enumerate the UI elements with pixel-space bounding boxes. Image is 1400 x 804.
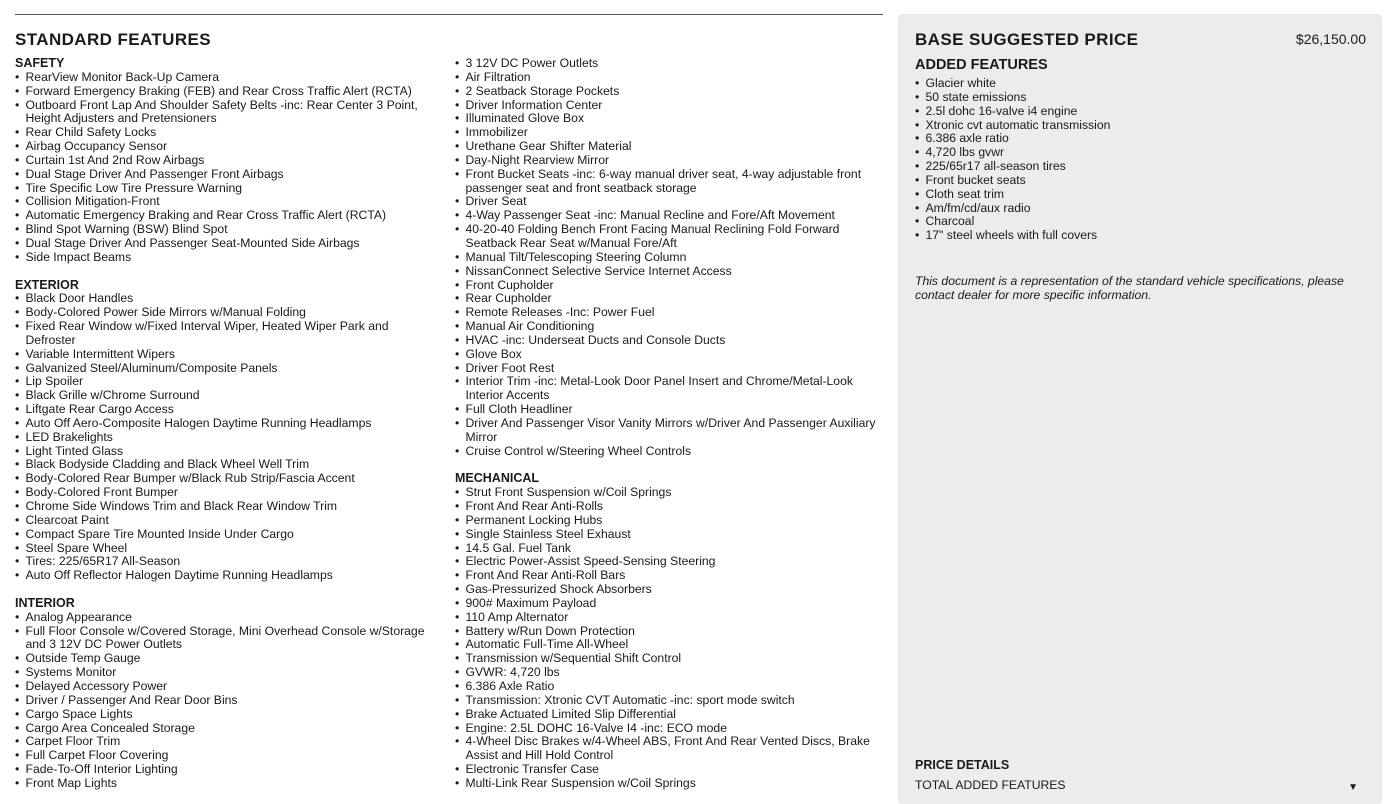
feature-item: • Brake Actuated Limited Slip Differential	[455, 708, 880, 722]
added-feature-item: • Charcoal	[915, 215, 1355, 229]
feature-item: • Electric Power-Assist Speed-Sensing Steering	[455, 555, 880, 569]
feature-section	[455, 57, 880, 458]
feature-item: • Delayed Accessory Power	[15, 680, 440, 694]
feature-item: • Lip Spoiler	[15, 375, 440, 389]
feature-item: • Black Grille w/Chrome Surround	[15, 389, 440, 403]
feature-list	[455, 57, 880, 458]
feature-item: • Driver Foot Rest	[455, 362, 880, 376]
feature-item: • Tire Specific Low Tire Pressure Warning	[15, 182, 440, 196]
feature-item: • 14.5 Gal. Fuel Tank	[455, 542, 880, 556]
feature-section	[15, 279, 440, 584]
added-feature-item: • Am/fm/cd/aux radio	[915, 202, 1355, 216]
added-feature-item: • 6.386 axle ratio	[915, 132, 1355, 146]
feature-item: • Remote Releases -Inc: Power Fuel	[455, 306, 880, 320]
added-feature-item: • Cloth seat trim	[915, 188, 1355, 202]
feature-item: • Transmission w/Sequential Shift Control	[455, 652, 880, 666]
feature-item: • 900# Maximum Payload	[455, 597, 880, 611]
feature-item: • Engine: 2.5L DOHC 16-Valve I4 -inc: ECO mode	[455, 722, 880, 736]
feature-section	[15, 57, 440, 265]
feature-item: • Variable Intermittent Wipers	[15, 348, 440, 362]
feature-item: • Transmission: Xtronic CVT Automatic -inc: sport mode switch	[455, 694, 880, 708]
feature-item: • Cruise Control w/Steering Wheel Controls	[455, 445, 880, 459]
feature-item: • 2 Seatback Storage Pockets	[455, 85, 880, 99]
feature-item: • Gas-Pressurized Shock Absorbers	[455, 583, 880, 597]
feature-list	[15, 611, 440, 791]
total-added-features-label: TOTAL ADDED FEATURES	[915, 778, 1066, 792]
feature-item: • Forward Emergency Braking (FEB) and Rear Cross Traffic Alert (RCTA)	[15, 85, 440, 99]
feature-item: • 4-Wheel Disc Brakes w/4-Wheel ABS, Front And Rear Vented Discs, Brake Assist and Hill Hold Control	[455, 735, 880, 763]
feature-item: • Manual Air Conditioning	[455, 320, 880, 334]
feature-item: • Rear Cupholder	[455, 292, 880, 306]
feature-item: • Strut Front Suspension w/Coil Springs	[455, 486, 880, 500]
feature-item: • Auto Off Aero-Composite Halogen Daytime Running Headlamps	[15, 417, 440, 431]
price-details-title: PRICE DETAILS	[915, 758, 1010, 772]
feature-item: • Multi-Link Rear Suspension w/Coil Springs	[455, 777, 880, 791]
feature-item: • Illuminated Glove Box	[455, 112, 880, 126]
feature-item: • Full Cloth Headliner	[455, 403, 880, 417]
feature-item: • RearView Monitor Back-Up Camera	[15, 71, 440, 85]
feature-item: • GVWR: 4,720 lbs	[455, 666, 880, 680]
feature-item: • Liftgate Rear Cargo Access	[15, 403, 440, 417]
feature-item: • Body-Colored Power Side Mirrors w/Manual Folding	[15, 306, 440, 320]
feature-item: • Automatic Emergency Braking and Rear Cross Traffic Alert (RCTA)	[15, 209, 440, 223]
feature-item: • Day-Night Rearview Mirror	[455, 154, 880, 168]
feature-item: • Blind Spot Warning (BSW) Blind Spot	[15, 223, 440, 237]
feature-item: • Driver Seat	[455, 195, 880, 209]
feature-item: • Outboard Front Lap And Shoulder Safety Belts -inc: Rear Center 3 Point, Height Adjusters and Pretensioners	[15, 99, 440, 127]
feature-item: • 3 12V DC Power Outlets	[455, 57, 880, 71]
feature-item: • Systems Monitor	[15, 666, 440, 680]
feature-item: • Driver / Passenger And Rear Door Bins	[15, 694, 440, 708]
feature-item: • Urethane Gear Shifter Material	[455, 140, 880, 154]
feature-item: • Tires: 225/65R17 All-Season	[15, 555, 440, 569]
feature-item: • Front Cupholder	[455, 279, 880, 293]
features-column-left	[15, 57, 440, 791]
feature-item: • Auto Off Reflector Halogen Daytime Running Headlamps	[15, 569, 440, 583]
feature-item: • Collision Mitigation-Front	[15, 195, 440, 209]
feature-item: • Rear Child Safety Locks	[15, 126, 440, 140]
feature-item: • Full Carpet Floor Covering	[15, 749, 440, 763]
feature-list	[455, 486, 880, 791]
feature-item: • Steel Spare Wheel	[15, 542, 440, 556]
feature-item: • Fade-To-Off Interior Lighting	[15, 763, 440, 777]
feature-item: • Analog Appearance	[15, 611, 440, 625]
feature-item: • 40-20-40 Folding Bench Front Facing Manual Reclining Fold Forward Seatback Rear Seat w/Manual Fore/Aft	[455, 223, 880, 251]
feature-item: • Glove Box	[455, 348, 880, 362]
added-feature-item: • 225/65r17 all-season tires	[915, 160, 1355, 174]
feature-item: • Curtain 1st And 2nd Row Airbags	[15, 154, 440, 168]
feature-item: • Dual Stage Driver And Passenger Seat-Mounted Side Airbags	[15, 237, 440, 251]
feature-item: • Cargo Area Concealed Storage	[15, 722, 440, 736]
feature-section	[15, 597, 440, 791]
feature-item: • Driver Information Center	[455, 99, 880, 113]
feature-item: • Manual Tilt/Telescoping Steering Column	[455, 251, 880, 265]
feature-item: • Compact Spare Tire Mounted Inside Under Cargo	[15, 528, 440, 542]
base-price-value: $26,150.00	[1295, 31, 1366, 47]
feature-item: • Side Impact Beams	[15, 251, 440, 265]
feature-item: • Body-Colored Front Bumper	[15, 486, 440, 500]
feature-item: • LED Brakelights	[15, 431, 440, 445]
section-title: EXTERIOR	[15, 277, 79, 292]
feature-item: • Dual Stage Driver And Passenger Front Airbags	[15, 168, 440, 182]
feature-item: • Front And Rear Anti-Rolls	[455, 500, 880, 514]
chevron-down-icon[interactable]: ▼	[1348, 782, 1358, 793]
added-features-list	[915, 77, 1355, 243]
feature-item: • 6.386 Axle Ratio	[455, 680, 880, 694]
feature-list	[15, 292, 440, 583]
section-title: MECHANICAL	[455, 471, 540, 486]
feature-item: • Chrome Side Windows Trim and Black Rear Window Trim	[15, 500, 440, 514]
feature-item: • Cargo Space Lights	[15, 708, 440, 722]
disclaimer-note: This document is a representation of the standard vehicle specifications, please contact dealer for more specific information.	[915, 274, 1344, 302]
feature-item: • Outside Temp Gauge	[15, 652, 440, 666]
features-column-right	[455, 57, 880, 791]
feature-item: • 110 Amp Alternator	[455, 611, 880, 625]
feature-item: • Airbag Occupancy Sensor	[15, 140, 440, 154]
feature-item: • Clearcoat Paint	[15, 514, 440, 528]
feature-item: • Driver And Passenger Visor Vanity Mirrors w/Driver And Passenger Auxiliary Mirror	[455, 417, 880, 445]
standard-features-title: STANDARD FEATURES	[15, 30, 211, 49]
added-feature-item: • Xtronic cvt automatic transmission	[915, 119, 1355, 133]
feature-list	[15, 71, 440, 265]
section-title: SAFETY	[15, 56, 65, 70]
feature-item: • 4-Way Passenger Seat -inc: Manual Recline and Fore/Aft Movement	[455, 209, 880, 223]
feature-item: • Air Filtration	[455, 71, 880, 85]
added-features-title: ADDED FEATURES	[915, 57, 1048, 73]
top-divider	[15, 14, 883, 15]
feature-item: • Immobilizer	[455, 126, 880, 140]
feature-section	[455, 472, 880, 790]
added-feature-item: • 17" steel wheels with full covers	[915, 229, 1355, 243]
added-feature-item: • 2.5l dohc 16-valve i4 engine	[915, 105, 1355, 119]
feature-item: • Electronic Transfer Case	[455, 763, 880, 777]
feature-item: • Single Stainless Steel Exhaust	[455, 528, 880, 542]
feature-item: • Body-Colored Rear Bumper w/Black Rub Strip/Fascia Accent	[15, 472, 440, 486]
added-feature-item: • Glacier white	[915, 77, 1355, 91]
feature-item: • Interior Trim -inc: Metal-Look Door Panel Insert and Chrome/Metal-Look Interior Accents	[455, 375, 880, 403]
added-feature-item: • Front bucket seats	[915, 174, 1355, 188]
feature-item: • Front And Rear Anti-Roll Bars	[455, 569, 880, 583]
feature-item: • Galvanized Steel/Aluminum/Composite Panels	[15, 362, 440, 376]
feature-item: • Permanent Locking Hubs	[455, 514, 880, 528]
base-price-title: BASE SUGGESTED PRICE	[915, 30, 1139, 49]
feature-item: • Carpet Floor Trim	[15, 735, 440, 749]
feature-item: • Light Tinted Glass	[15, 445, 440, 459]
feature-item: • Fixed Rear Window w/Fixed Interval Wiper, Heated Wiper Park and Defroster	[15, 320, 440, 348]
added-feature-item: • 4,720 lbs gvwr	[915, 146, 1355, 160]
price-sidebar	[898, 14, 1382, 804]
feature-item: • Front Map Lights	[15, 777, 440, 791]
feature-item: • Front Bucket Seats -inc: 6-way manual driver seat, 4-way adjustable front passenger seat and front seatback storage	[455, 168, 880, 196]
section-title: INTERIOR	[15, 595, 75, 610]
feature-item: • HVAC -inc: Underseat Ducts and Console Ducts	[455, 334, 880, 348]
feature-item: • Full Floor Console w/Covered Storage, Mini Overhead Console w/Storage and 3 12V DC Power Outlets	[15, 625, 440, 653]
feature-item: • Automatic Full-Time All-Wheel	[455, 638, 880, 652]
feature-item: • Black Bodyside Cladding and Black Wheel Well Trim	[15, 458, 440, 472]
feature-item: • Battery w/Run Down Protection	[455, 625, 880, 639]
added-feature-item: • 50 state emissions	[915, 91, 1355, 105]
feature-item: • Black Door Handles	[15, 292, 440, 306]
feature-item: • NissanConnect Selective Service Internet Access	[455, 265, 880, 279]
